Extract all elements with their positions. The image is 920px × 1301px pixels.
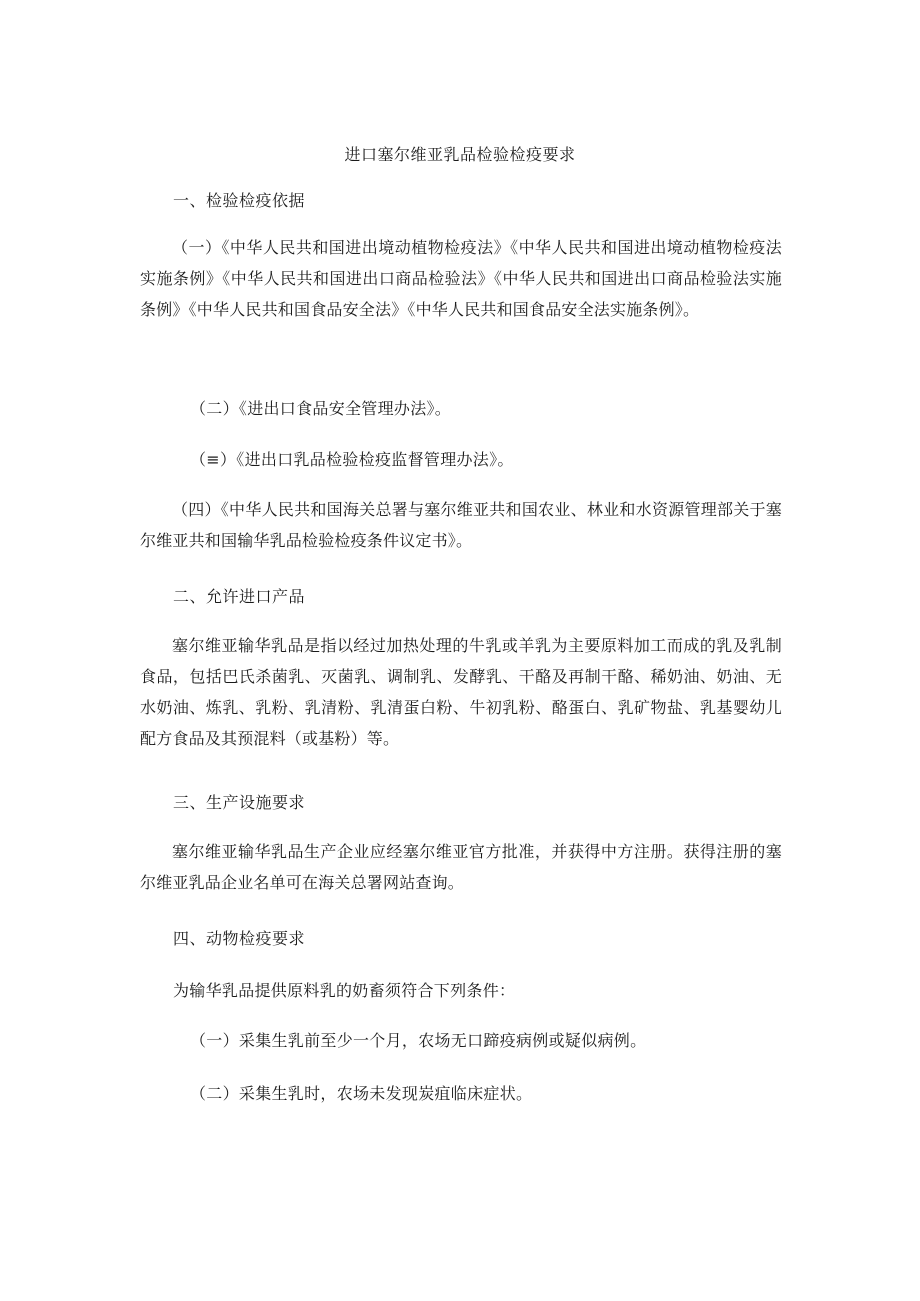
- section-2-body: 塞尔维亚输华乳品是指以经过加热处理的牛乳或羊乳为主要原料加工而成的乳及乳制食品，包括巴氏杀菌乳、灭菌乳、调制乳、发酵乳、干酪及再制干酪、稀奶油、奶油、无水奶油、炼乳、乳粉、乳清粉、乳清蛋白粉、牛初乳粉、酪蛋白、乳矿物盐、乳基婴幼儿配方食品及其预混料（或基粉）等。: [140, 636, 782, 748]
- section-1-heading: 一、检验检疫依据: [173, 191, 306, 210]
- section-2-heading: 二、允许进口产品: [173, 587, 306, 606]
- section-1-item-3: （≡）《进出口乳品检验检疫监督管理办法》。: [190, 450, 514, 469]
- section-4-item-1: （一）采集生乳前至少一个月，农场无口蹄疫病例或疑似病例。: [190, 1031, 647, 1050]
- section-1-item-2: （二）《进出口食品安全管理办法》。: [190, 399, 452, 418]
- section-3-body: 塞尔维亚输华乳品生产企业应经塞尔维亚官方批准，并获得中方注册。获得注册的塞尔维亚乳品企业名单可在海关总署网站查询。: [140, 842, 782, 892]
- section-3-heading: 三、生产设施要求: [173, 793, 306, 812]
- section-4-heading: 四、动物检疫要求: [173, 929, 306, 948]
- document-title: 进口塞尔维亚乳品检验检疫要求: [344, 145, 576, 164]
- section-4-intro: 为输华乳品提供原料乳的奶畜须符合下列条件：: [173, 981, 516, 1000]
- section-4-item-2: （二）采集生乳时，农场未发现炭疽临床症状。: [190, 1084, 533, 1103]
- section-1-item-4: （四）《中华人民共和国海关总署与塞尔维亚共和国农业、林业和水资源管理部关于塞尔维亚共和国输华乳品检验检疫条件议定书》。: [140, 500, 782, 550]
- section-1-item-1: （一）《中华人民共和国进出境动植物检疫法》《中华人民共和国进出境动植物检疫法实施条例》《中华人民共和国进出口商品检验法》《中华人民共和国进出口商品检验法实施条例》《中华人民共和国食品安全法》《中华人民共和国食品安全法实施条例》。: [140, 238, 782, 319]
